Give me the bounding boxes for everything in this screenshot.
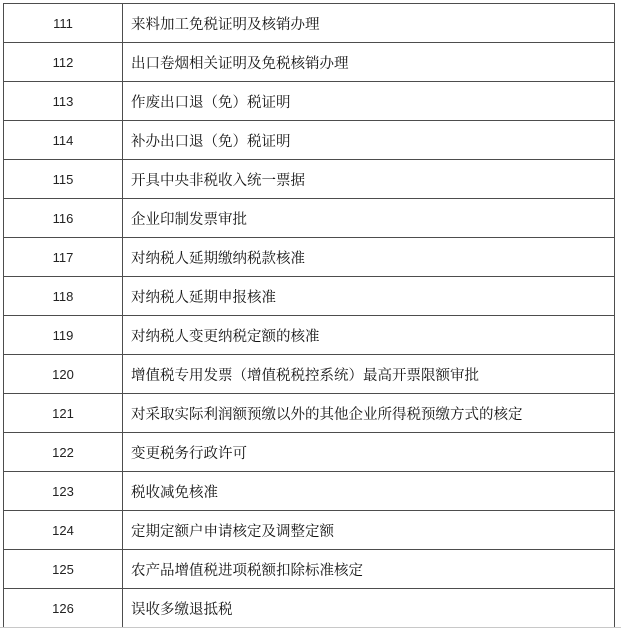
table-row (4, 4, 615, 43)
table-row (4, 277, 615, 316)
row-description: 农产品增值税进项税额扣除标准核定 (123, 550, 615, 589)
table-row (4, 238, 615, 277)
row-description: 补办出口退（免）税证明 (123, 121, 615, 160)
row-number: 123 (4, 472, 123, 511)
row-number: 122 (4, 433, 123, 472)
table-row (4, 160, 615, 199)
items-table (3, 3, 615, 628)
items-table-container (3, 3, 615, 628)
row-description: 对纳税人延期缴纳税款核准 (123, 238, 615, 277)
row-description: 开具中央非税收入统一票据 (123, 160, 615, 199)
table-row (4, 550, 615, 589)
row-description: 对纳税人延期申报核准 (123, 277, 615, 316)
table-row (4, 511, 615, 550)
row-description: 误收多缴退抵税 (123, 589, 615, 628)
row-number: 116 (4, 199, 123, 238)
row-number: 126 (4, 589, 123, 628)
table-row (4, 589, 615, 628)
table-row (4, 394, 615, 433)
row-number: 121 (4, 394, 123, 433)
table-row (4, 121, 615, 160)
row-description: 来料加工免税证明及核销办理 (123, 4, 615, 43)
row-number: 114 (4, 121, 123, 160)
table-row (4, 316, 615, 355)
row-description: 税收减免核准 (123, 472, 615, 511)
items-table-body (4, 4, 615, 628)
table-row (4, 199, 615, 238)
row-number: 124 (4, 511, 123, 550)
row-description: 增值税专用发票（增值税税控系统）最高开票限额审批 (123, 355, 615, 394)
row-description: 作废出口退（免）税证明 (123, 82, 615, 121)
row-number: 115 (4, 160, 123, 199)
table-row (4, 472, 615, 511)
table-row (4, 82, 615, 121)
row-number: 118 (4, 277, 123, 316)
row-description: 对纳税人变更纳税定额的核准 (123, 316, 615, 355)
row-number: 117 (4, 238, 123, 277)
row-description: 变更税务行政许可 (123, 433, 615, 472)
row-number: 119 (4, 316, 123, 355)
bottom-divider (0, 627, 621, 628)
row-number: 125 (4, 550, 123, 589)
row-number: 120 (4, 355, 123, 394)
row-number: 113 (4, 82, 123, 121)
row-number: 111 (4, 4, 123, 43)
table-row (4, 355, 615, 394)
row-description: 企业印制发票审批 (123, 199, 615, 238)
table-row (4, 43, 615, 82)
row-number: 112 (4, 43, 123, 82)
row-description: 出口卷烟相关证明及免税核销办理 (123, 43, 615, 82)
table-row (4, 433, 615, 472)
row-description: 定期定额户申请核定及调整定额 (123, 511, 615, 550)
row-description: 对采取实际利润额预缴以外的其他企业所得税预缴方式的核定 (123, 394, 615, 433)
